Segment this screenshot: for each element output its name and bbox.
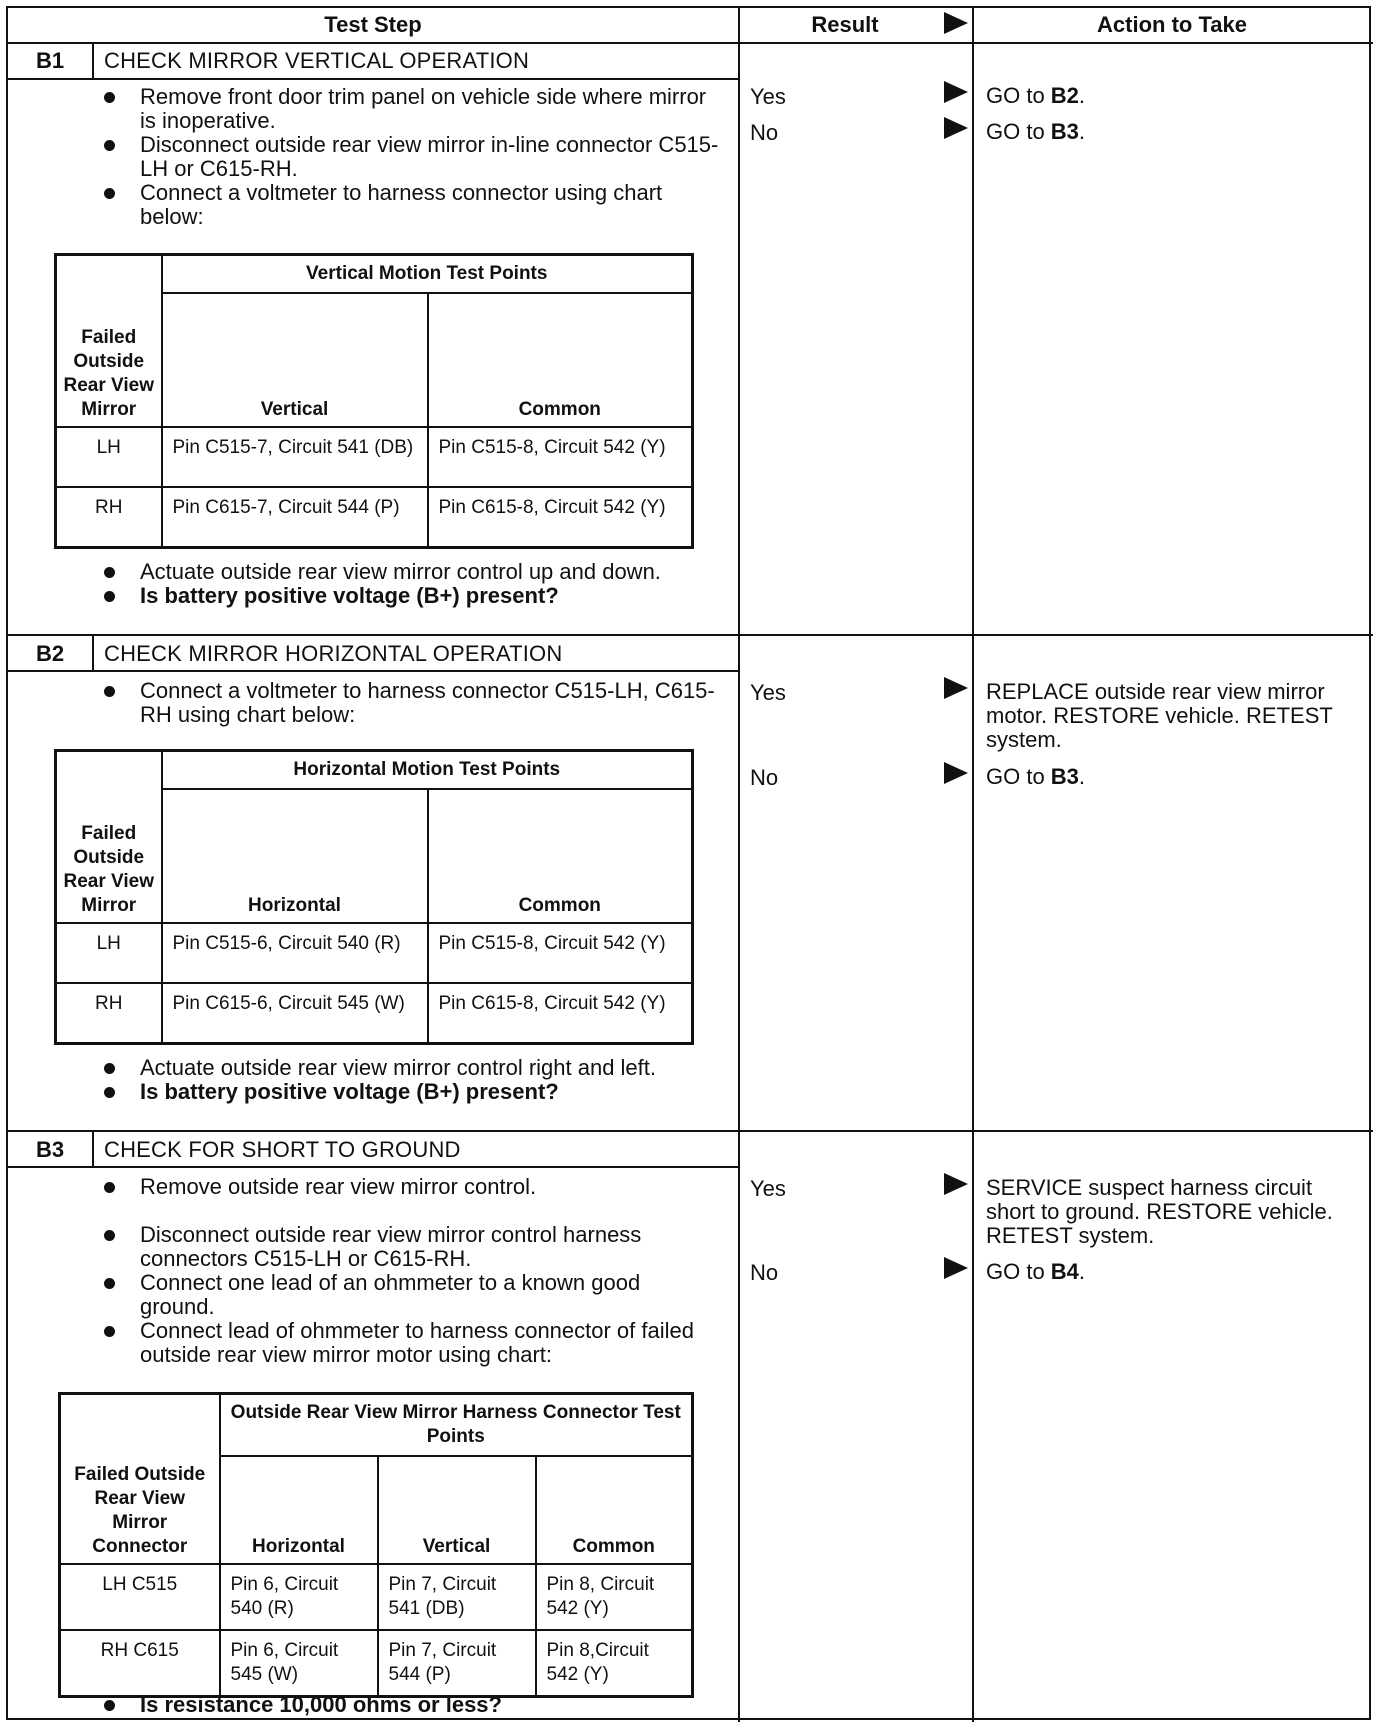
action-text (986, 765, 1366, 789)
table-row-side: RH (56, 983, 162, 1043)
action-step-link: B3 (1050, 764, 1079, 789)
step-instructions (100, 85, 720, 229)
result-no: No (750, 765, 779, 790)
table-row (56, 983, 693, 1043)
step-instructions-after (100, 560, 720, 608)
action-prefix: SERVICE suspect harness circuit short to ground. RESTORE vehicle. RETEST system. (986, 1175, 1333, 1248)
action-prefix: GO to (986, 83, 1051, 108)
step-question: Is battery positive voltage (B+) present? (100, 584, 720, 608)
table-cell: Pin C515-6, Circuit 540 (R) (162, 923, 428, 983)
step-title: CHECK MIRROR VERTICAL OPERATION (104, 48, 530, 73)
action-text (986, 84, 1366, 108)
table-row (56, 427, 693, 487)
step-title-divider (6, 670, 740, 672)
list-item: Disconnect outside rear view mirror control harness connectors C515-LH or C615-RH. (100, 1223, 720, 1271)
action-suffix: . (1078, 1259, 1086, 1284)
step-title: CHECK FOR SHORT TO GROUND (104, 1137, 461, 1162)
test-points-table (54, 749, 694, 1045)
action-prefix: GO to (986, 764, 1051, 789)
list-item: Remove front door trim panel on vehicle side where mirror is inoperative. (100, 85, 720, 133)
table-row-side: RH C615 (60, 1630, 220, 1697)
table-cell: Pin 7, Circuit 541 (DB) (378, 1564, 536, 1630)
table-cell: Pin 6, Circuit 545 (W) (220, 1630, 378, 1697)
action-prefix: GO to (986, 1259, 1051, 1284)
step-question: Is resistance 10,000 ohms or less? (100, 1693, 720, 1717)
list-item: Connect a voltmeter to harness connector using chart below: (100, 181, 720, 229)
list-item: Remove outside rear view mirror control. (100, 1175, 720, 1199)
action-step-link: B4 (1050, 1259, 1079, 1284)
arrow-right-icon (944, 12, 968, 34)
step-title-divider (6, 1166, 740, 1168)
table-corner-header: Failed Outside Rear View Mirror Connector (60, 1394, 220, 1565)
table-column-header: Vertical (162, 293, 428, 427)
table-group-header: Outside Rear View Mirror Harness Connector Test Points (220, 1394, 693, 1457)
list-item: Actuate outside rear view mirror control up and down. (100, 560, 720, 584)
header-test-step: Test Step (324, 12, 422, 37)
table-cell: Pin C615-8, Circuit 542 (Y) (428, 983, 693, 1043)
list-item: Connect a voltmeter to harness connector C515-LH, C615-RH using chart below: (100, 679, 720, 727)
table-column-header: Horizontal (220, 1456, 378, 1564)
action-suffix: . (1078, 119, 1086, 144)
step-question: Is battery positive voltage (B+) present? (100, 1080, 720, 1104)
result-yes: Yes (750, 84, 786, 109)
step-instructions-after (100, 1693, 720, 1717)
action-suffix: . (1078, 764, 1086, 789)
step-divider (6, 1130, 1373, 1132)
list-item: Disconnect outside rear view mirror in-line connector C515-LH or C615-RH. (100, 133, 720, 181)
table-row-side: LH C515 (60, 1564, 220, 1630)
step-title: CHECK MIRROR HORIZONTAL OPERATION (104, 641, 563, 666)
test-points-table (58, 1392, 694, 1698)
step-instructions (100, 1175, 720, 1367)
action-step-link: B3 (1050, 119, 1079, 144)
step-instructions (100, 679, 720, 727)
test-points-table (54, 253, 694, 549)
step-id: B3 (35, 1137, 65, 1162)
table-column-header: Common (428, 789, 693, 923)
list-item: Actuate outside rear view mirror control right and left. (100, 1056, 720, 1080)
action-text (986, 1176, 1366, 1248)
table-row-side: RH (56, 487, 162, 547)
step-divider (6, 634, 1373, 636)
action-text (986, 1260, 1366, 1284)
action-prefix: REPLACE outside rear view mirror motor. RESTORE vehicle. RETEST system. (986, 679, 1333, 752)
table-cell: Pin C515-8, Circuit 542 (Y) (428, 923, 693, 983)
table-cell: Pin 8,Circuit 542 (Y) (536, 1630, 693, 1697)
result-yes: Yes (750, 1176, 786, 1201)
list-item: Connect one lead of an ohmmeter to a known good ground. (100, 1271, 720, 1319)
action-text (986, 120, 1366, 144)
action-step-link: B2 (1050, 83, 1079, 108)
step-id-divider (92, 1132, 94, 1166)
table-column-header: Horizontal (162, 789, 428, 923)
table-cell: Pin C615-7, Circuit 544 (P) (162, 487, 428, 547)
table-corner-header: Failed Outside Rear View Mirror (56, 751, 162, 924)
table-group-header: Vertical Motion Test Points (162, 255, 693, 294)
arrow-right-icon (944, 81, 968, 103)
table-corner-header: Failed Outside Rear View Mirror (56, 255, 162, 428)
arrow-right-icon (944, 762, 968, 784)
table-cell: Pin 6, Circuit 540 (R) (220, 1564, 378, 1630)
arrow-right-icon (944, 1257, 968, 1279)
result-no: No (750, 1260, 779, 1285)
table-row (56, 487, 693, 547)
arrow-right-icon (944, 1173, 968, 1195)
step-id-divider (92, 636, 94, 670)
table-cell: Pin C615-8, Circuit 542 (Y) (428, 487, 693, 547)
table-cell: Pin 8, Circuit 542 (Y) (536, 1564, 693, 1630)
result-yes: Yes (750, 680, 786, 705)
table-cell: Pin C515-7, Circuit 541 (DB) (162, 427, 428, 487)
table-column-header: Vertical (378, 1456, 536, 1564)
column-divider-result (738, 6, 740, 1722)
table-row (60, 1630, 693, 1697)
header-result: Result (811, 12, 879, 37)
step-instructions-after (100, 1056, 720, 1104)
step-id: B1 (35, 48, 65, 73)
table-column-header: Common (536, 1456, 693, 1564)
action-suffix: . (1078, 83, 1086, 108)
result-no: No (750, 120, 779, 145)
table-group-header: Horizontal Motion Test Points (162, 751, 693, 790)
arrow-right-icon (944, 117, 968, 139)
table-row-side: LH (56, 923, 162, 983)
action-text (986, 680, 1366, 752)
table-cell: Pin 7, Circuit 544 (P) (378, 1630, 536, 1697)
table-row (56, 923, 693, 983)
action-prefix: GO to (986, 119, 1051, 144)
step-id-divider (92, 44, 94, 78)
step-id: B2 (35, 641, 65, 666)
list-item: Connect lead of ohmmeter to harness connector of failed outside rear view mirror motor using chart: (100, 1319, 720, 1367)
header-action-to-take: Action to Take (1097, 12, 1247, 37)
table-row-side: LH (56, 427, 162, 487)
column-divider-action (972, 6, 974, 1722)
table-cell: Pin C615-6, Circuit 545 (W) (162, 983, 428, 1043)
table-row (60, 1564, 693, 1630)
step-title-divider (6, 78, 740, 80)
table-column-header: Common (428, 293, 693, 427)
table-cell: Pin C515-8, Circuit 542 (Y) (428, 427, 693, 487)
arrow-right-icon (944, 677, 968, 699)
